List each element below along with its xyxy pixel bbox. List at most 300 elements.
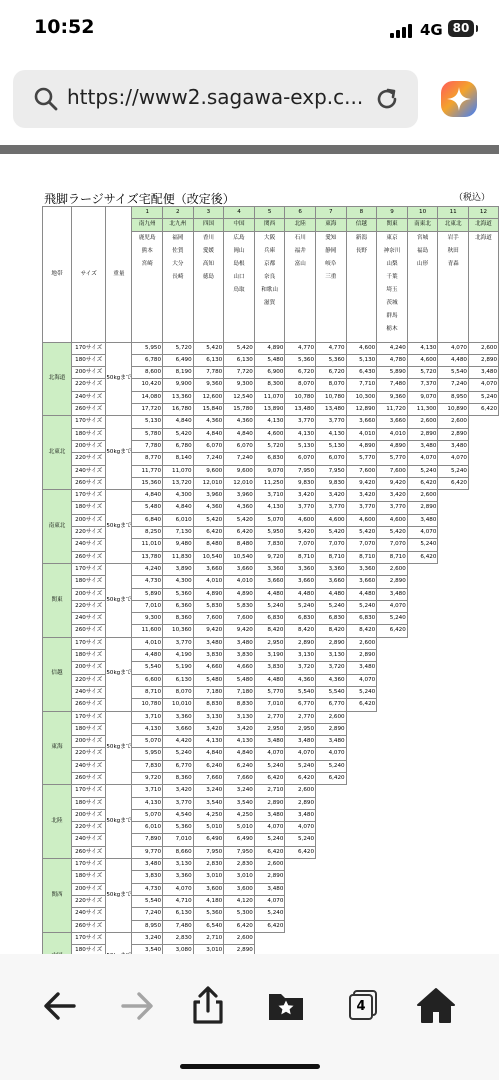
rate-table — [42, 206, 499, 982]
empty-cell — [468, 723, 498, 735]
price-cell: 3,480 — [193, 637, 224, 649]
price-cell: 10,780 — [316, 391, 347, 403]
price-cell: 5,130 — [346, 354, 377, 366]
price-cell: 7,240 — [224, 453, 255, 465]
price-cell: 6,780 — [163, 440, 194, 452]
empty-cell — [468, 920, 498, 932]
price-cell: 3,600 — [193, 883, 224, 895]
price-cell: 4,070 — [316, 748, 347, 760]
price-cell: 8,360 — [163, 613, 194, 625]
price-cell: 3,710 — [132, 711, 163, 723]
price-cell: 4,010 — [193, 576, 224, 588]
price-cell: 3,770 — [316, 502, 347, 514]
price-cell: 3,660 — [163, 723, 194, 735]
origin-cell: 信越 — [43, 637, 72, 711]
empty-cell — [468, 637, 498, 649]
price-cell: 6,600 — [132, 674, 163, 686]
tax-note: （税込） — [454, 193, 491, 203]
home-icon[interactable] — [414, 984, 458, 1028]
empty-cell — [377, 809, 408, 821]
price-cell: 4,540 — [163, 809, 194, 821]
zone-number: 4 — [224, 207, 255, 219]
price-cell: 5,420 — [285, 527, 316, 539]
size-cell: 220サイズ — [72, 379, 106, 391]
price-cell: 7,830 — [132, 760, 163, 772]
price-cell: 2,890 — [254, 797, 285, 809]
price-cell: 6,130 — [163, 908, 194, 920]
size-cell: 220サイズ — [72, 453, 106, 465]
price-cell: 9,770 — [132, 846, 163, 858]
empty-cell — [407, 637, 438, 649]
weight-cell: 50kgまで — [106, 342, 132, 416]
price-cell: 7,180 — [224, 686, 255, 698]
empty-cell — [316, 859, 347, 871]
empty-cell — [407, 662, 438, 674]
price-cell: 2,950 — [254, 637, 285, 649]
empty-cell — [316, 834, 347, 846]
price-cell: 6,240 — [193, 760, 224, 772]
empty-cell — [407, 736, 438, 748]
price-cell: 9,830 — [316, 477, 347, 489]
price-cell: 7,240 — [438, 379, 469, 391]
empty-cell — [468, 465, 498, 477]
price-cell: 3,240 — [224, 785, 255, 797]
price-cell: 2,890 — [254, 871, 285, 883]
weight-cell: 50kgまで — [106, 711, 132, 785]
price-cell: 6,490 — [224, 834, 255, 846]
price-cell: 6,900 — [254, 367, 285, 379]
price-cell: 3,480 — [316, 736, 347, 748]
price-cell: 3,660 — [193, 563, 224, 575]
empty-cell — [468, 600, 498, 612]
size-cell: 200サイズ — [72, 514, 106, 526]
empty-cell — [438, 871, 469, 883]
price-cell: 6,420 — [254, 920, 285, 932]
price-cell: 5,240 — [316, 600, 347, 612]
price-cell: 7,480 — [377, 379, 408, 391]
empty-cell — [407, 859, 438, 871]
price-cell: 3,010 — [193, 945, 224, 957]
empty-cell — [316, 846, 347, 858]
zone-name: 関西 — [254, 219, 285, 231]
size-cell: 240サイズ — [72, 465, 106, 477]
empty-cell — [438, 736, 469, 748]
assistant-icon[interactable] — [440, 80, 478, 118]
zone-name: 北東北 — [438, 219, 469, 231]
price-cell: 2,600 — [407, 490, 438, 502]
zone-prefectures: 岩手 秋田 青森 — [438, 231, 469, 342]
weight-cell: 50kgまで — [106, 416, 132, 490]
price-cell: 4,660 — [193, 662, 224, 674]
price-cell: 3,480 — [407, 514, 438, 526]
empty-cell — [468, 453, 498, 465]
price-cell: 10,300 — [346, 391, 377, 403]
price-cell: 5,420 — [224, 514, 255, 526]
back-icon[interactable] — [38, 984, 82, 1028]
price-cell: 4,840 — [193, 428, 224, 440]
price-cell: 17,720 — [132, 404, 163, 416]
price-cell: 5,240 — [285, 760, 316, 772]
price-cell: 7,240 — [132, 908, 163, 920]
size-cell: 200サイズ — [72, 662, 106, 674]
price-cell: 5,240 — [407, 539, 438, 551]
empty-cell — [438, 662, 469, 674]
empty-cell — [468, 772, 498, 784]
empty-cell — [468, 539, 498, 551]
price-cell: 3,420 — [285, 490, 316, 502]
empty-cell — [468, 551, 498, 563]
price-cell: 10,360 — [163, 625, 194, 637]
price-cell: 7,010 — [132, 600, 163, 612]
price-cell: 4,660 — [224, 662, 255, 674]
price-cell: 6,420 — [468, 404, 498, 416]
forward-icon[interactable] — [115, 984, 159, 1028]
network-label: 4G — [420, 21, 443, 39]
empty-cell — [346, 748, 377, 760]
price-cell: 7,950 — [193, 846, 224, 858]
price-cell: 13,780 — [132, 551, 163, 563]
price-cell: 5,720 — [254, 440, 285, 452]
price-cell: 2,890 — [377, 576, 408, 588]
price-cell: 5,070 — [132, 736, 163, 748]
empty-cell — [438, 490, 469, 502]
price-cell: 4,890 — [224, 588, 255, 600]
price-cell: 12,890 — [346, 404, 377, 416]
battery-icon — [448, 20, 474, 37]
price-cell: 6,240 — [224, 760, 255, 772]
price-cell: 4,360 — [193, 502, 224, 514]
price-cell: 10,420 — [132, 379, 163, 391]
empty-cell — [468, 502, 498, 514]
empty-cell — [468, 932, 498, 944]
price-cell: 9,480 — [163, 539, 194, 551]
price-cell: 6,360 — [163, 600, 194, 612]
empty-cell — [407, 834, 438, 846]
price-cell: 4,840 — [163, 416, 194, 428]
empty-cell — [407, 772, 438, 784]
empty-cell — [377, 785, 408, 797]
price-cell: 5,070 — [254, 514, 285, 526]
price-cell: 4,840 — [224, 428, 255, 440]
price-cell: 6,830 — [346, 613, 377, 625]
empty-cell — [438, 797, 469, 809]
price-cell: 5,420 — [224, 342, 255, 354]
price-cell: 5,780 — [132, 428, 163, 440]
price-cell: 11,600 — [132, 625, 163, 637]
price-cell: 5,130 — [316, 440, 347, 452]
price-cell: 7,180 — [193, 686, 224, 698]
price-cell: 5,240 — [285, 834, 316, 846]
weight-cell: 50kgまで — [106, 563, 132, 637]
size-cell: 200サイズ — [72, 440, 106, 452]
price-cell: 9,900 — [163, 379, 194, 391]
empty-cell — [468, 563, 498, 575]
empty-cell — [468, 785, 498, 797]
price-cell: 6,720 — [316, 367, 347, 379]
document-title: 飛脚ラージサイズ宅配便（改定後） — [44, 192, 235, 206]
address-bar[interactable] — [13, 70, 418, 128]
price-cell: 2,710 — [254, 785, 285, 797]
empty-cell — [377, 686, 408, 698]
empty-cell — [377, 932, 408, 944]
price-cell: 5,420 — [163, 428, 194, 440]
price-cell: 3,770 — [163, 637, 194, 649]
price-cell: 12,010 — [224, 477, 255, 489]
price-cell: 4,250 — [193, 809, 224, 821]
empty-cell — [438, 699, 469, 711]
price-cell: 3,360 — [163, 871, 194, 883]
price-cell: 3,010 — [193, 871, 224, 883]
empty-cell — [377, 674, 408, 686]
price-cell: 11,070 — [163, 465, 194, 477]
zone-name: 信越 — [346, 219, 377, 231]
weight-cell: 50kgまで — [106, 859, 132, 933]
empty-cell — [346, 920, 377, 932]
price-cell: 7,710 — [346, 379, 377, 391]
price-cell: 2,710 — [193, 932, 224, 944]
price-cell: 2,600 — [346, 637, 377, 649]
empty-cell — [438, 539, 469, 551]
price-cell: 5,240 — [438, 465, 469, 477]
price-cell: 10,890 — [438, 404, 469, 416]
price-cell: 3,130 — [193, 711, 224, 723]
empty-cell — [407, 563, 438, 575]
empty-cell — [346, 736, 377, 748]
price-cell: 6,420 — [316, 772, 347, 784]
table-row — [43, 416, 499, 428]
price-cell: 2,600 — [407, 416, 438, 428]
price-cell: 3,770 — [377, 502, 408, 514]
size-cell: 220サイズ — [72, 674, 106, 686]
table-row — [43, 859, 499, 871]
empty-cell — [285, 932, 316, 944]
price-cell: 7,890 — [132, 834, 163, 846]
zone-prefectures: 香川 愛媛 高知 徳島 — [193, 231, 224, 342]
price-cell: 4,420 — [163, 736, 194, 748]
empty-cell — [468, 613, 498, 625]
price-cell: 4,480 — [132, 650, 163, 662]
empty-cell — [468, 440, 498, 452]
empty-cell — [468, 711, 498, 723]
empty-cell — [346, 871, 377, 883]
empty-cell — [438, 650, 469, 662]
price-cell: 6,420 — [254, 772, 285, 784]
price-cell: 5,770 — [254, 686, 285, 698]
price-cell: 5,240 — [346, 600, 377, 612]
price-cell: 12,540 — [224, 391, 255, 403]
price-cell: 4,070 — [468, 379, 498, 391]
empty-cell — [438, 895, 469, 907]
price-cell: 5,420 — [193, 342, 224, 354]
empty-cell — [377, 846, 408, 858]
price-cell: 2,890 — [468, 354, 498, 366]
empty-cell — [407, 576, 438, 588]
empty-cell — [407, 613, 438, 625]
price-cell: 3,130 — [163, 859, 194, 871]
empty-cell — [377, 883, 408, 895]
size-cell: 260サイズ — [72, 625, 106, 637]
price-cell: 9,420 — [377, 477, 408, 489]
price-cell: 7,950 — [224, 846, 255, 858]
zone-number: 5 — [254, 207, 285, 219]
empty-cell — [468, 625, 498, 637]
zone-name: 四国 — [193, 219, 224, 231]
zone-prefectures: 宮城 福島 山形 — [407, 231, 438, 342]
empty-cell — [468, 650, 498, 662]
price-cell: 7,950 — [316, 465, 347, 477]
price-cell: 5,240 — [407, 465, 438, 477]
price-cell: 5,240 — [377, 613, 408, 625]
size-cell: 260サイズ — [72, 772, 106, 784]
price-cell: 12,010 — [193, 477, 224, 489]
price-cell: 7,660 — [224, 772, 255, 784]
empty-cell — [316, 785, 347, 797]
price-cell: 3,660 — [346, 416, 377, 428]
size-cell: 260サイズ — [72, 920, 106, 932]
price-cell: 2,890 — [407, 428, 438, 440]
size-cell: 200サイズ — [72, 367, 106, 379]
price-cell: 8,190 — [163, 367, 194, 379]
battery-level: 80 — [452, 21, 470, 35]
price-cell: 4,840 — [163, 502, 194, 514]
weight-cell: 50kgまで — [106, 637, 132, 711]
empty-cell — [407, 883, 438, 895]
empty-cell — [468, 834, 498, 846]
empty-cell — [468, 416, 498, 428]
tabs-button[interactable] — [338, 984, 382, 1028]
empty-cell — [407, 600, 438, 612]
price-cell: 2,890 — [316, 723, 347, 735]
empty-cell — [316, 908, 347, 920]
empty-cell — [468, 527, 498, 539]
price-cell: 4,010 — [377, 428, 408, 440]
price-cell: 4,480 — [316, 588, 347, 600]
price-cell: 4,070 — [163, 883, 194, 895]
price-cell: 6,830 — [254, 453, 285, 465]
empty-cell — [407, 932, 438, 944]
price-cell: 6,420 — [377, 625, 408, 637]
price-cell: 3,480 — [254, 809, 285, 821]
empty-cell — [407, 822, 438, 834]
price-cell: 2,830 — [224, 859, 255, 871]
zone-number: 2 — [163, 207, 194, 219]
price-cell: 4,130 — [254, 502, 285, 514]
price-cell: 2,890 — [316, 637, 347, 649]
price-cell: 3,420 — [377, 490, 408, 502]
price-cell: 4,070 — [346, 674, 377, 686]
price-cell: 3,660 — [346, 576, 377, 588]
empty-cell — [438, 859, 469, 871]
empty-cell — [407, 748, 438, 760]
price-cell: 6,130 — [193, 354, 224, 366]
empty-cell — [377, 871, 408, 883]
share-icon[interactable] — [186, 984, 230, 1028]
price-cell: 3,830 — [254, 662, 285, 674]
price-cell: 9,360 — [377, 391, 408, 403]
size-cell: 240サイズ — [72, 834, 106, 846]
price-cell: 7,600 — [346, 465, 377, 477]
price-cell: 13,480 — [285, 404, 316, 416]
price-cell: 3,480 — [285, 736, 316, 748]
price-cell: 5,360 — [163, 822, 194, 834]
price-cell: 6,540 — [193, 920, 224, 932]
size-cell: 180サイズ — [72, 502, 106, 514]
empty-cell — [438, 834, 469, 846]
header-size: サイズ — [72, 207, 106, 343]
price-cell: 5,070 — [132, 809, 163, 821]
signal-icon — [390, 22, 414, 38]
empty-cell — [468, 490, 498, 502]
price-cell: 9,720 — [132, 772, 163, 784]
price-cell: 3,010 — [224, 871, 255, 883]
empty-cell — [438, 809, 469, 821]
empty-cell — [468, 797, 498, 809]
size-cell: 180サイズ — [72, 797, 106, 809]
price-cell: 6,780 — [132, 354, 163, 366]
price-cell: 5,130 — [285, 440, 316, 452]
empty-cell — [377, 662, 408, 674]
price-cell: 4,010 — [346, 428, 377, 440]
table-row — [43, 490, 499, 502]
price-cell: 3,360 — [346, 563, 377, 575]
price-cell: 5,240 — [254, 834, 285, 846]
empty-cell — [407, 809, 438, 821]
price-cell: 6,420 — [285, 846, 316, 858]
empty-cell — [346, 785, 377, 797]
bookmarks-icon[interactable] — [265, 984, 309, 1028]
price-cell: 4,360 — [224, 416, 255, 428]
price-cell: 7,780 — [193, 367, 224, 379]
price-cell: 3,420 — [224, 723, 255, 735]
empty-cell — [438, 625, 469, 637]
search-icon — [33, 86, 59, 112]
size-cell: 180サイズ — [72, 650, 106, 662]
price-cell: 15,840 — [193, 404, 224, 416]
url-text[interactable]: https://www2.sagawa-exp.c... — [67, 85, 364, 109]
price-cell: 5,420 — [377, 527, 408, 539]
empty-cell — [468, 477, 498, 489]
price-cell: 10,780 — [285, 391, 316, 403]
price-cell: 6,770 — [316, 699, 347, 711]
empty-cell — [468, 588, 498, 600]
price-cell: 4,480 — [254, 588, 285, 600]
price-cell: 4,840 — [132, 490, 163, 502]
reload-icon[interactable] — [373, 85, 401, 113]
price-cell: 3,130 — [224, 711, 255, 723]
empty-cell — [438, 920, 469, 932]
size-cell: 170サイズ — [72, 932, 106, 944]
empty-cell — [377, 748, 408, 760]
zone-prefectures: 広島 岡山 島根 山口 鳥取 — [224, 231, 255, 342]
price-cell: 8,710 — [132, 686, 163, 698]
empty-cell — [407, 686, 438, 698]
zone-name: 東海 — [316, 219, 347, 231]
size-cell: 240サイズ — [72, 760, 106, 772]
price-cell: 4,070 — [377, 600, 408, 612]
empty-cell — [438, 551, 469, 563]
header-weight: 重量 — [106, 207, 132, 343]
empty-cell — [407, 723, 438, 735]
price-cell: 5,240 — [316, 760, 347, 772]
price-cell: 12,600 — [193, 391, 224, 403]
empty-cell — [285, 871, 316, 883]
price-cell: 4,130 — [193, 736, 224, 748]
empty-cell — [438, 527, 469, 539]
price-cell: 8,770 — [132, 453, 163, 465]
price-cell: 3,710 — [132, 785, 163, 797]
price-cell: 7,070 — [316, 539, 347, 551]
empty-cell — [438, 785, 469, 797]
